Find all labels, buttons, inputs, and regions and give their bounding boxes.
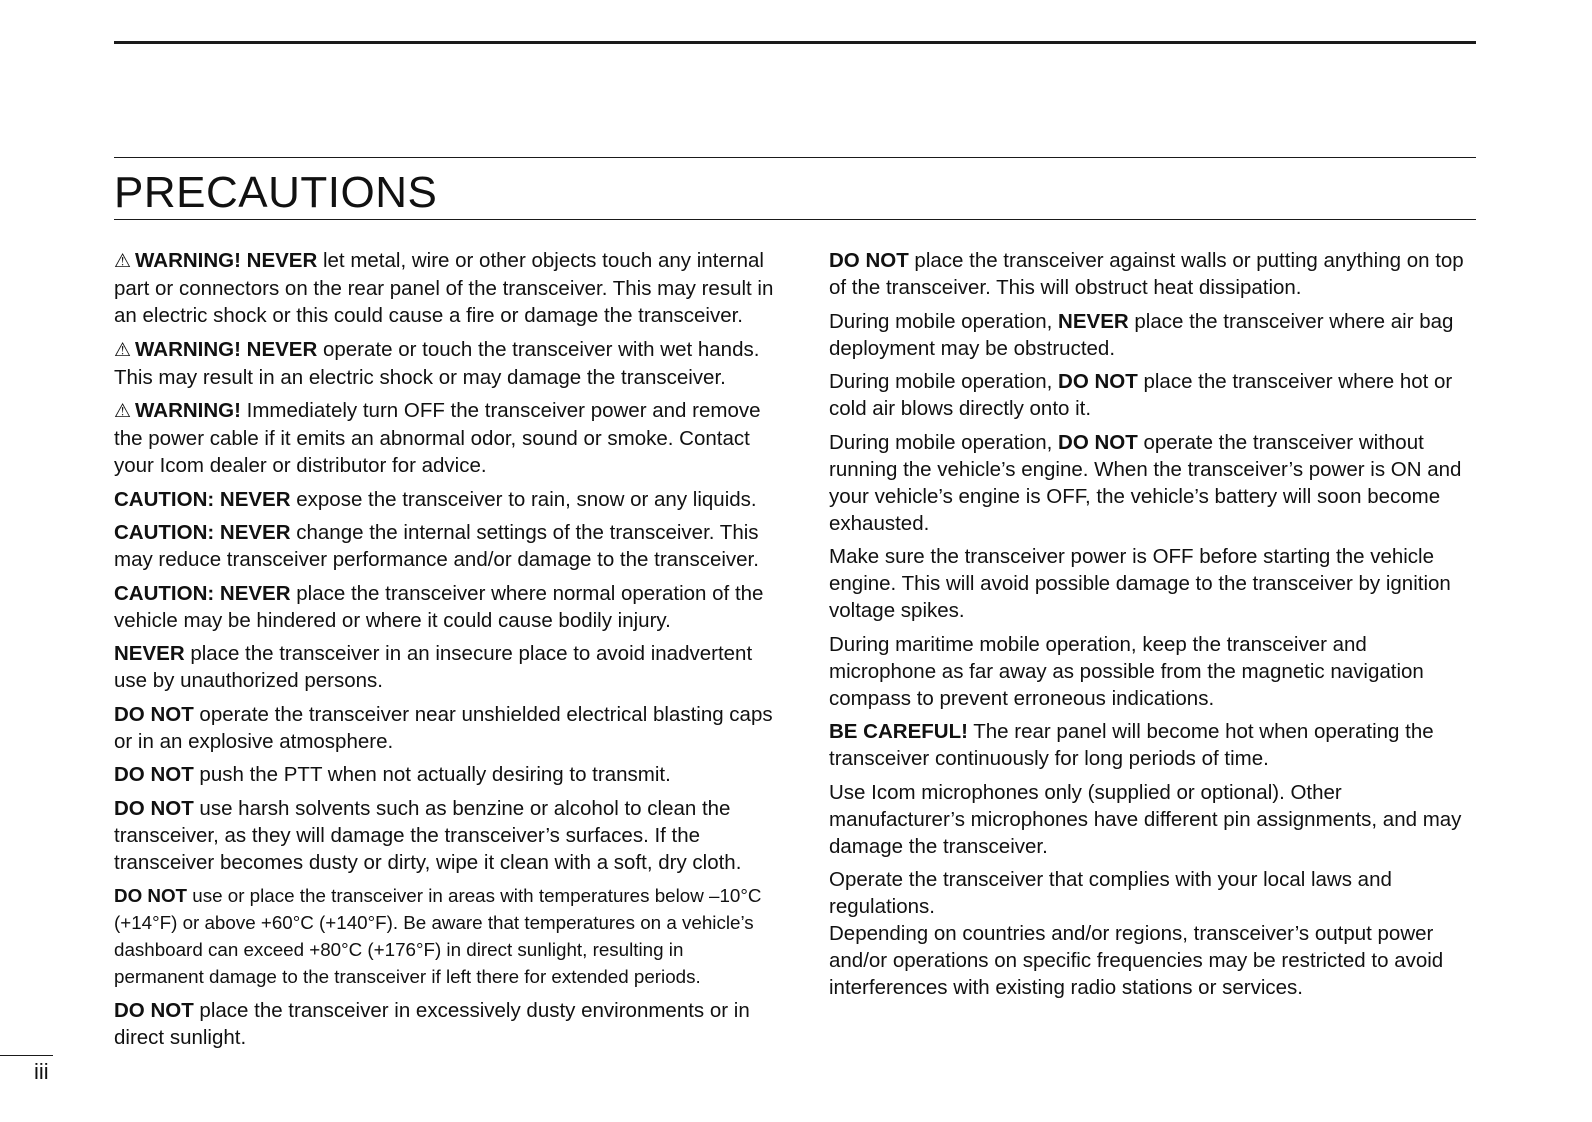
precaution-item: During maritime mobile operation, keep the transceiver and microphone as far away as possible from the magnetic navigation compass to prevent erroneous indications. bbox=[829, 632, 1424, 710]
precaution-item: DO NOT use or place the transceiver in areas with temperatures below –10°C (+14°F) or above +60°C (+140°F). Be aware that temperatures on a vehicle’s dashboard can exceed +80°C (+176°F) in direct sunlight, resulting in permanent damage to the transceiver if left there for extended periods. bbox=[114, 885, 762, 987]
precaution-item: During mobile operation, NEVER place the transceiver where air bag deployment may be obstructed. bbox=[829, 309, 1454, 360]
right-column bbox=[829, 247, 1479, 1008]
page-number-rule bbox=[0, 1055, 53, 1056]
precaution-item: DO NOT place the transceiver in excessively dusty environments or in direct sunlight. bbox=[114, 998, 750, 1049]
precaution-item: Make sure the transceiver power is OFF before starting the vehicle engine. This will avoid possible damage to the transceiver by ignition voltage spikes. bbox=[829, 545, 1451, 622]
precaution-item: Operate the transceiver that complies with your local laws and regulations. bbox=[829, 868, 1392, 918]
warning-triangle-icon: ⚠ bbox=[114, 401, 132, 422]
header-rule bbox=[114, 41, 1476, 44]
precaution-item: Depending on countries and/or regions, transceiver’s output power and/or operations on specific frequencies may be restricted to avoid interferences with existing radio stations or services. bbox=[829, 922, 1444, 999]
precaution-item: Use Icom microphones only (supplied or optional). Other manufacturer’s microphones have different pin assignments, and may damage the transceiver. bbox=[829, 780, 1462, 858]
precaution-item: BE CAREFUL! The rear panel will become hot when operating the transceiver continuously for long periods of time. bbox=[829, 720, 1434, 770]
title-rule-top bbox=[114, 157, 1476, 158]
precaution-item: CAUTION: NEVER change the internal settings of the transceiver. This may reduce transceiver performance and/or damage to the transceiver. bbox=[114, 521, 759, 571]
precaution-item: CAUTION: NEVER expose the transceiver to rain, snow or any liquids. bbox=[114, 487, 757, 511]
precaution-item: DO NOT operate the transceiver near unshielded electrical blasting caps or in an explosive atmosphere. bbox=[114, 702, 773, 753]
left-column bbox=[114, 247, 774, 1057]
precaution-item: ⚠ WARNING! NEVER let metal, wire or other objects touch any internal part or connectors on the rear panel of the transceiver. This may result in an electric shock or this could cause a fire or damage the transceiver. bbox=[114, 249, 774, 327]
precaution-item: CAUTION: NEVER place the transceiver where normal operation of the vehicle may be hindered or where it could cause bodily injury. bbox=[114, 581, 764, 632]
precaution-item: NEVER place the transceiver in an insecure place to avoid inadvertent use by unauthorized persons. bbox=[114, 642, 753, 692]
page-number: iii bbox=[34, 1059, 49, 1084]
precaution-item: ⚠ WARNING! NEVER operate or touch the transceiver with wet hands. This may result in an electric shock or may damage the transceiver. bbox=[114, 337, 760, 389]
page-title: PRECAUTIONS bbox=[114, 168, 438, 217]
warning-triangle-icon: ⚠ bbox=[114, 251, 132, 272]
precaution-item: DO NOT push the PTT when not actually desiring to transmit. bbox=[114, 763, 671, 786]
title-rule-bottom bbox=[114, 219, 1476, 220]
precaution-item: During mobile operation, DO NOT operate the transceiver without running the vehicle’s engine. When the transceiver’s power is ON and your vehicle’s engine is OFF, the vehicle’s battery will soon become exhausted. bbox=[829, 430, 1462, 535]
precaution-item: During mobile operation, DO NOT place the transceiver where hot or cold air blows directly onto it. bbox=[829, 370, 1453, 420]
warning-triangle-icon: ⚠ bbox=[114, 339, 132, 361]
precaution-item: DO NOT use harsh solvents such as benzine or alcohol to clean the transceiver, as they will damage the transceiver’s surfaces. If the transceiver becomes dusty or dirty, wipe it clean with a soft, dry cloth. bbox=[114, 796, 742, 874]
precaution-item: DO NOT place the transceiver against walls or putting anything on top of the transceiver. This will obstruct heat dissipation. bbox=[829, 249, 1464, 299]
precaution-item: ⚠ WARNING! Immediately turn OFF the transceiver power and remove the power cable if it emits an abnormal odor, sound or smoke. Contact your Icom dealer or distributor for advice. bbox=[114, 399, 761, 477]
